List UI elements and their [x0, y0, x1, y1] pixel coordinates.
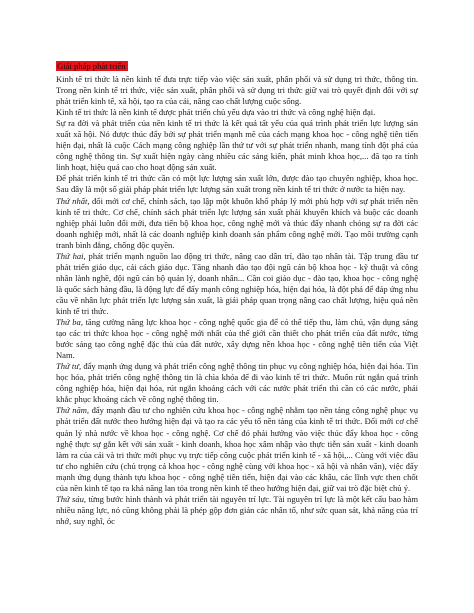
- paragraph: Kinh tế tri thức là nền kinh tế đưa trực tiếp vào việc sản xuất, phân phối và sử dụng tri thức, thông tin. Trong nền kinh tế tri thức, việc sản xuất, phân phối và sử dụng tri thức giữ vai trò quyết định đối với sự phát triển kinh tế, xã hội, tạo ra của cải, nâng cao chất lượng cuộc sống.: [56, 74, 418, 107]
- paragraph: Thứ nhất, đổi mới cơ chế, chính sách, tạo lập một khuôn khổ pháp lý mới phù hợp với sự phát triển nền kinh tế tri thức. Cơ chế, chính sách phát triển lực lượng sản xuất phải khuyến khích và buộc các doanh nghiệp phải luôn đổi mới, đưa tiến bộ khoa học, công nghệ mới và thúc đẩy nhanh chóng sự ra đời các doanh nghiệp mới, nhất là các doanh nghiệp kinh doanh sản phẩm công nghệ mới. Tạo môi trường cạnh tranh bình đẳng, chống độc quyền.: [56, 195, 418, 250]
- paragraph: Thứ ba, tăng cường năng lực khoa học - công nghệ quốc gia để có thể tiếp thu, làm chủ, vận dụng sáng tạo các tri thức khoa học - công nghệ mới nhất của thế giới cần thiết cho phát triển của đất nước, từng bước sáng tạo công nghệ đặc thù của đất nước, xây dựng nền khoa học - công nghệ tiên tiến của Việt Nam.: [56, 317, 418, 361]
- paragraph: Kinh tế tri thức là nền kinh tế được phát triển chủ yếu dựa vào tri thức và công nghệ hiện đại.: [56, 107, 376, 118]
- paragraph: Sự ra đời và phát triển của nền kinh tế tri thức là kết quả tất yếu của quá trình phát triển lực lượng sản xuất xã hội. Nó được thúc đẩy bởi sự phát triển mạnh mẽ của cách mạng khoa học - công nghệ tiên tiến hiện đại, nhất là cuộc Cách mạng công nghiệp lần thứ tư với sự phát triển nhanh, mang tính đột phá của công nghệ thông tin. Sự xuất hiện ngày càng nhiều các sáng kiến, phát minh khoa học,... đã tạo ra tính linh hoạt, hiệu quả cao cho hoạt động sản xuất.: [56, 118, 418, 173]
- paragraph: Thứ năm, đẩy mạnh đầu tư cho nghiên cứu khoa học - công nghệ nhằm tạo nền tảng công nghệ phục vụ phát triển đất nước theo hướng hiện đại và tạo ra các yếu tố nền tảng của kinh tế tri thức. Đổi mới cơ chế quản lý nhà nước về khoa học - công nghệ. Cơ chế đó phải hướng vào việc thúc đẩy khoa học - công nghệ thực sự gắn kết với sản xuất - kinh doanh, khoa học xâm nhập vào thực tiễn sản xuất - kinh doanh làm ra của cải và tri thức mới phục vụ trực tiếp công cuộc phát triển kinh tế - xã hội,... Cùng với việc đầu tư cho nghiên cứu (chủ trọng cả khoa học - công nghệ cùng với khoa học - xã hội và nhân văn), việc đẩy mạnh ứng dụng thành tựu khoa học - công nghệ tiên tiến, hiện đại vào các khâu, các lĩnh vực then chốt của nền kinh tế tạo ra khả năng lan tỏa trong nền kinh tế theo hướng hiện đại, giữ vai trò đặc biệt chủ ý.: [56, 405, 418, 493]
- paragraph-lead: Thứ sáu,: [56, 493, 87, 504]
- paragraph: Thứ tư, đẩy mạnh ứng dụng và phát triển công nghệ thông tin phục vụ công nghiệp hóa, hiện đại hóa. Tin học hóa, phát triển công nghệ thông tin là chìa khóa để đi vào kinh tế tri thức. Muốn rút ngắn quá trình công nghiệp hóa, hiện đại hóa, rút ngắn khoảng cách với các nước phát triển thì cần có các nước, phải khắc phục khoảng cách về công nghệ thông tin.: [56, 361, 418, 405]
- paragraph: Thứ sáu, từng bước hình thành và phát triển tài nguyên trí lực. Tài nguyên trí lực là một kết cấu bao hàm nhiều năng lực, nó cũng không phải là phép gộp đơn giản các nhân tố, như sức quan sát, khả năng của trí nhớ, suy nghĩ, óc: [56, 493, 418, 526]
- paragraph-lead: Thứ hai,: [56, 250, 86, 261]
- paragraph-lead: Thứ tư,: [56, 361, 82, 372]
- section-heading: Giải pháp phát triển: [57, 61, 126, 71]
- paragraph: Thứ hai, phát triển mạnh nguồn lao động tri thức, nâng cao dân trí, đào tạo nhân tài. Tập trung đầu tư phát triển giáo dục, cải cách giáo dục. Tăng nhanh đào tạo đội ngũ cán bộ khoa học - kỹ thuật và công nhân lành nghề, đội ngũ cán bộ quản lý, doanh nhân... Cần coi giáo dục - đào tạo, khoa học - công nghệ là quốc sách hàng đầu, là động lực để đẩy mạnh công nghiệp hóa, hiện đại hóa, là đột phá để đáp ứng nhu cầu về nhân lực phát triển lực lượng sản xuất, là giải pháp quan trọng nâng cao chất lượng, hiệu quả nền kinh tế tri thức.: [56, 250, 418, 316]
- paragraph: Để phát triển kinh tế tri thức cần có một lực lượng sản xuất lớn, được đào tạo chuyên nghiệp, khoa học. Sau đây là một số giải pháp phát triển lực lượng sản xuất trong nền kinh tế tri thức ở nước ta hiện nay.: [56, 173, 418, 195]
- document-body: [56, 74, 418, 527]
- paragraph-lead: Thứ nhất,: [56, 195, 90, 206]
- paragraph-lead: Thứ năm,: [56, 405, 90, 416]
- paragraph-lead: Thứ ba,: [56, 317, 83, 328]
